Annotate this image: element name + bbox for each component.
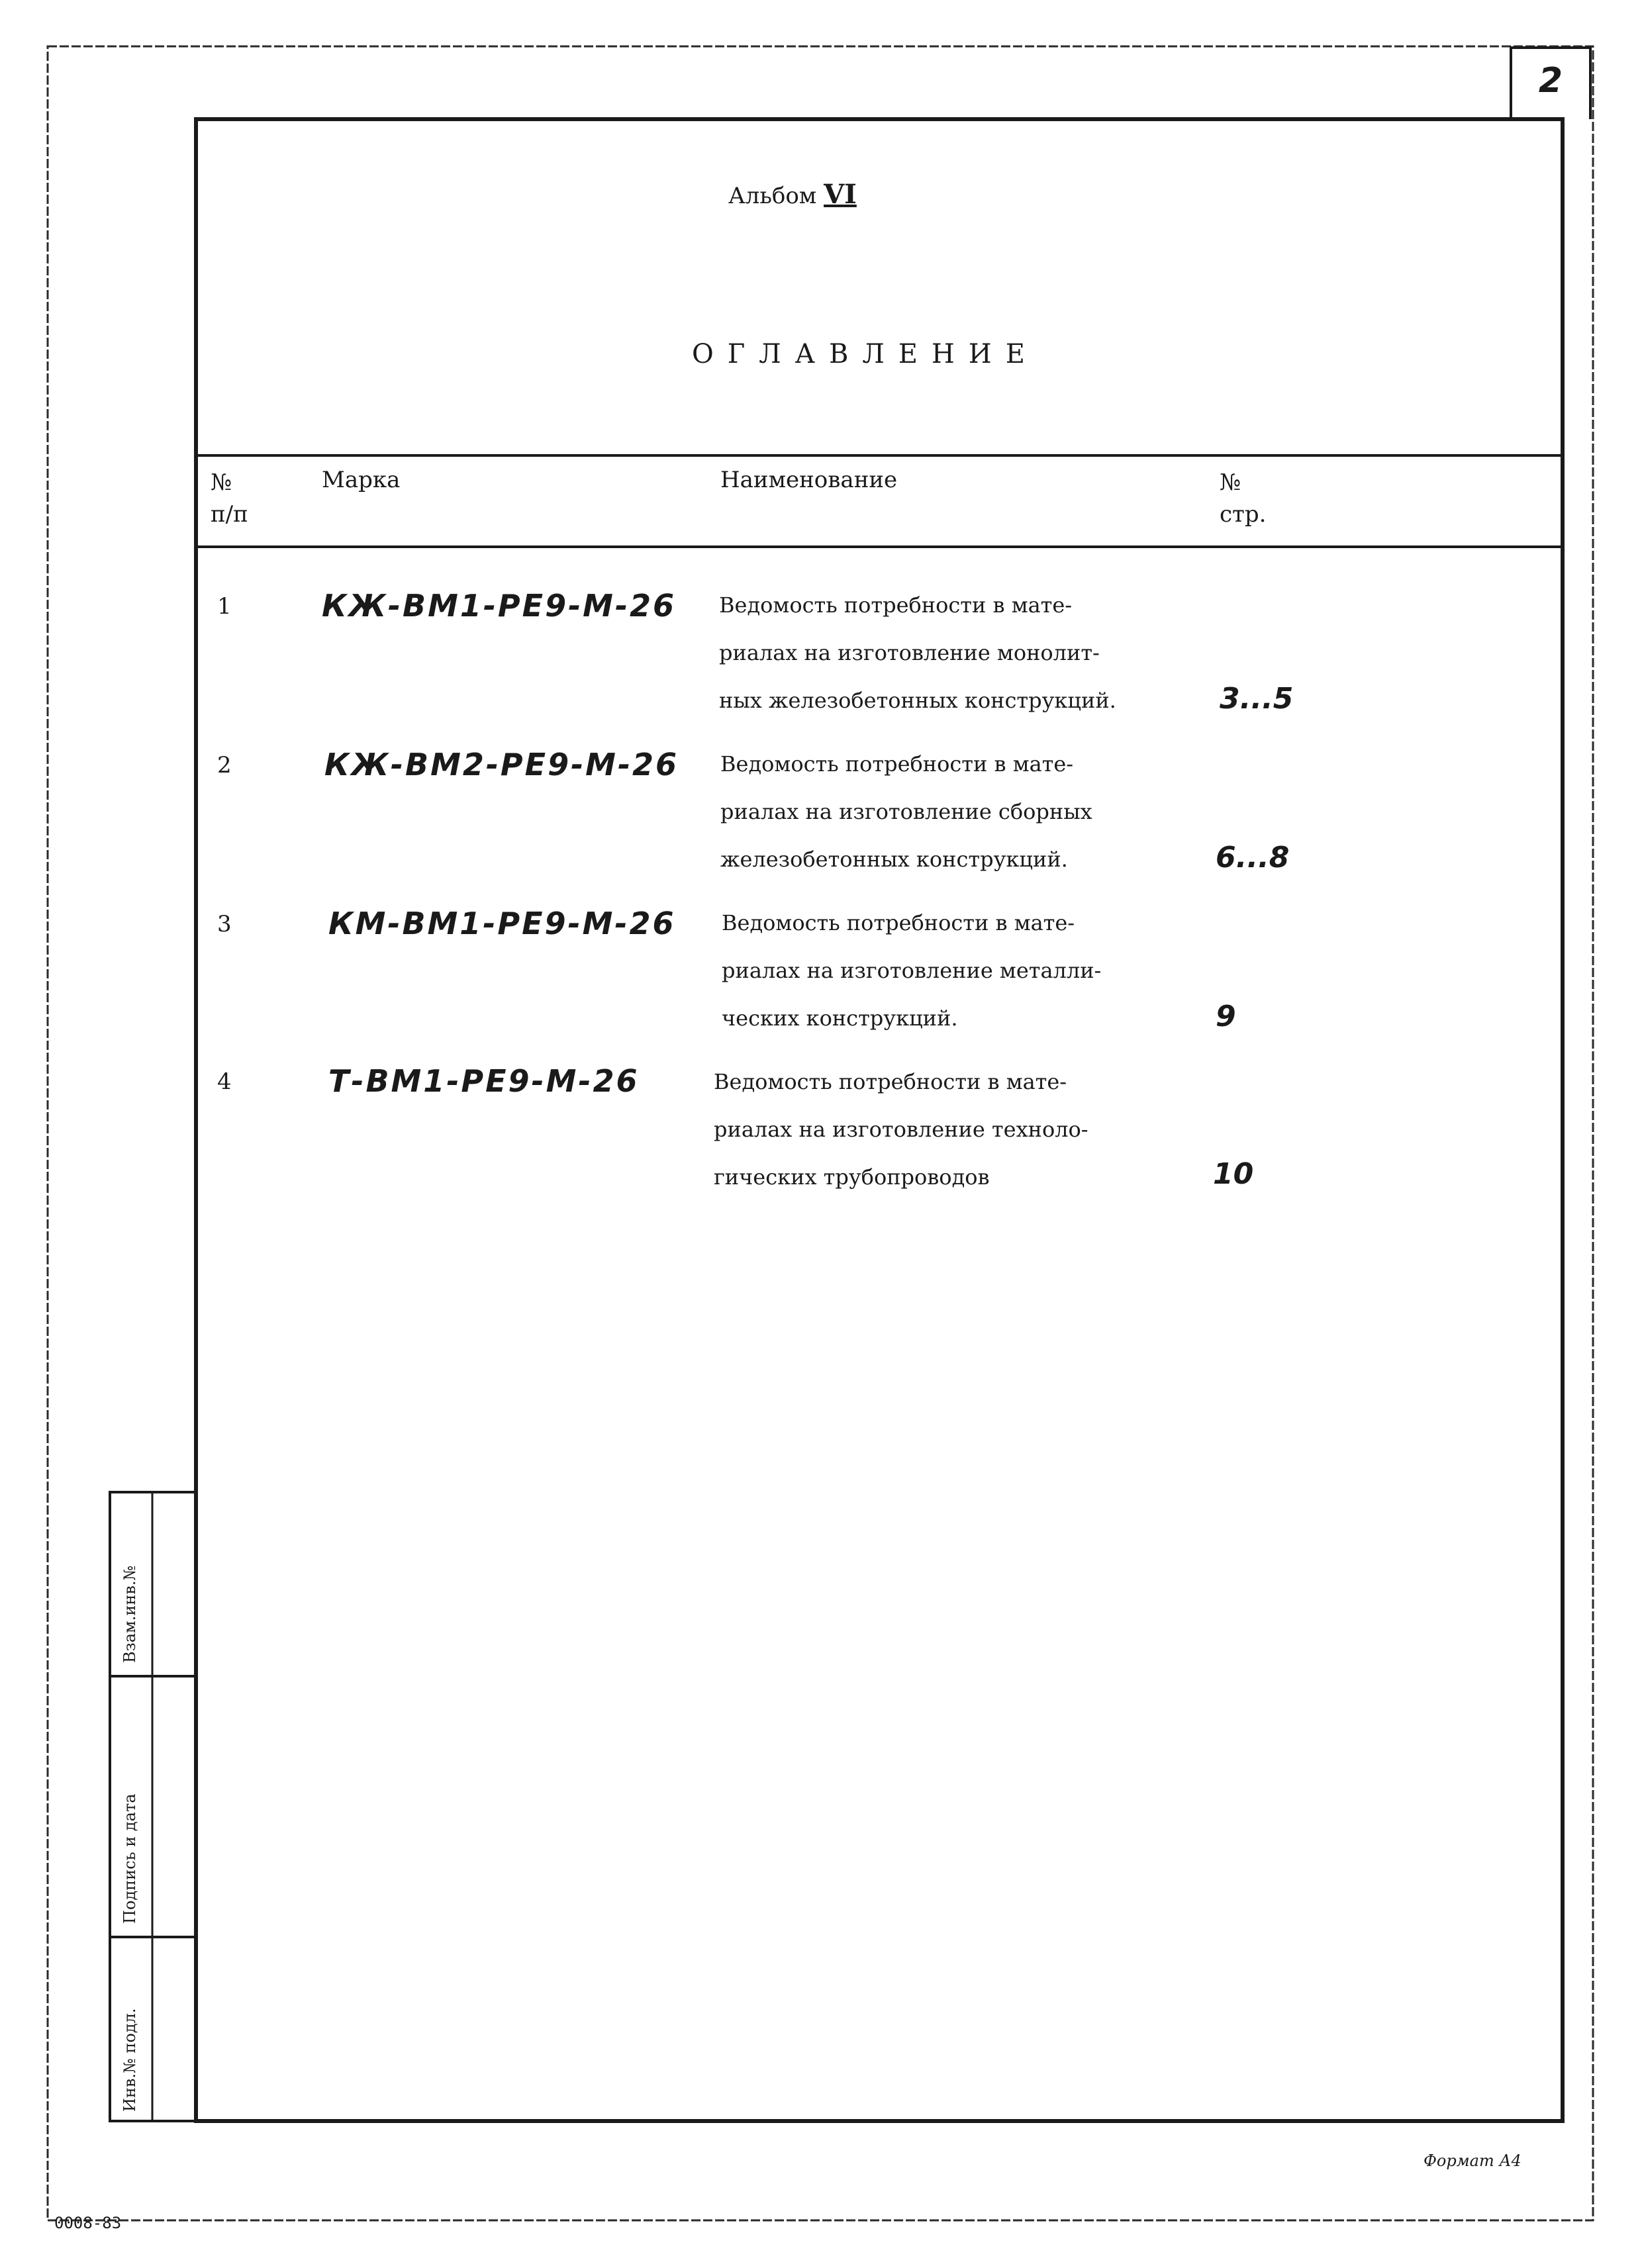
row-description xyxy=(722,899,1101,1042)
row-description-line: риалах на изготовление металли- xyxy=(722,958,1102,983)
row-description xyxy=(720,740,1092,883)
page-number: 2 xyxy=(1538,61,1563,101)
format-label: Формат А4 xyxy=(1424,2151,1521,2170)
album-label: Альбом xyxy=(728,183,817,209)
stamp-label-signature-date: Подпись и дата xyxy=(121,1793,139,1924)
row-mark: КМ-ВМ1-РЕ9-М-26 xyxy=(328,906,676,941)
document-number: 0008-83 xyxy=(54,2214,122,2232)
row-description-line: Ведомость потребности в мате- xyxy=(714,1069,1067,1094)
row-description-line: Ведомость потребности в мате- xyxy=(720,751,1074,777)
row-number: 3 xyxy=(217,911,232,937)
row-mark: Т-ВМ1-РЕ9-М-26 xyxy=(328,1063,640,1099)
row-mark: КЖ-ВМ2-РЕ9-М-26 xyxy=(324,747,679,782)
row-description-line: гических трубопроводов xyxy=(714,1164,990,1190)
album-number: VI xyxy=(824,179,857,210)
row-description-line: риалах на изготовление сборных xyxy=(720,799,1092,824)
row-number: 2 xyxy=(217,752,232,779)
row-description-line: риалах на изготовление техноло- xyxy=(714,1117,1088,1142)
stamp-label-replacement-inv: Взам.инв.№ xyxy=(121,1565,139,1663)
row-description-line: риалах на изготовление монолит- xyxy=(719,640,1100,665)
row-description-line: ческих конструкций. xyxy=(722,1006,958,1031)
column-header-name: Наименование xyxy=(720,467,898,493)
album-heading xyxy=(728,179,857,210)
column-header-num: № п/п xyxy=(211,469,248,528)
page-title: ОГЛАВЛЕНИЕ xyxy=(692,339,1039,369)
row-description-line: Ведомость потребности в мате- xyxy=(719,592,1073,618)
row-number: 4 xyxy=(217,1068,232,1095)
row-page-range: 6...8 xyxy=(1216,841,1290,874)
column-header-page: № стр. xyxy=(1220,469,1267,528)
row-number: 1 xyxy=(217,593,232,620)
row-description xyxy=(719,581,1116,724)
row-page-range: 3...5 xyxy=(1220,682,1294,716)
row-page-range: 10 xyxy=(1213,1157,1254,1191)
row-description-line: Ведомость потребности в мате- xyxy=(722,910,1075,935)
stamp-label-original-inv: Инв.№ подл. xyxy=(121,2008,139,2112)
row-description-line: железобетонных конструкций. xyxy=(720,847,1068,872)
column-header-mark: Марка xyxy=(322,467,401,493)
row-description xyxy=(714,1058,1088,1201)
row-page-range: 9 xyxy=(1216,1000,1236,1033)
row-description-line: ных железобетонных конструкций. xyxy=(719,688,1116,713)
row-mark: КЖ-ВМ1-РЕ9-М-26 xyxy=(322,588,677,624)
